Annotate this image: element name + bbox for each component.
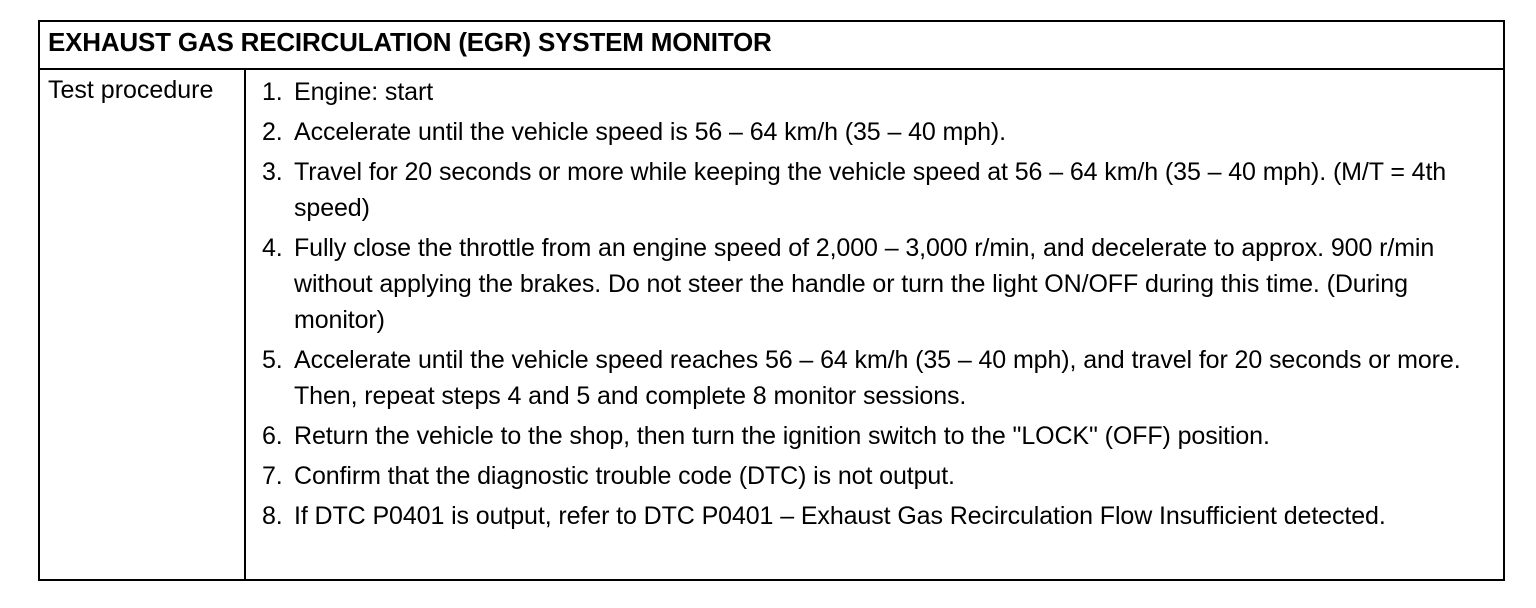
procedure-step-2 <box>262 114 1497 150</box>
step-number: 7. <box>262 462 283 490</box>
step-text: Return the vehicle to the shop, then turn the ignition switch to the "LOCK" (OFF) position. <box>294 422 1270 450</box>
table-title: EXHAUST GAS RECIRCULATION (EGR) SYSTEM MONITOR <box>48 27 772 57</box>
step-number: 2. <box>262 118 283 146</box>
step-text: Accelerate until the vehicle speed is 56 – 64 km/h (35 – 40 mph). <box>294 118 1006 146</box>
procedure-step-8 <box>262 498 1497 534</box>
step-text: Engine: start <box>294 78 434 106</box>
table-title-row <box>40 22 1503 70</box>
step-text: Fully close the throttle from an engine speed of 2,000 – 3,000 r/min, and decelerate to approx. 900 r/min without applying the brakes. Do not steer the handle or turn the light ON/OFF during this time. (During monitor) <box>294 234 1435 334</box>
label-cell <box>40 70 246 579</box>
step-number: 8. <box>262 502 283 530</box>
procedure-step-5 <box>262 342 1497 414</box>
step-number: 1. <box>262 78 283 106</box>
step-text: Accelerate until the vehicle speed reaches 56 – 64 km/h (35 – 40 mph), and travel for 20 seconds or more. Then, repeat steps 4 and 5 and complete 8 monitor sessions. <box>294 346 1461 410</box>
procedure-step-6 <box>262 418 1497 454</box>
egr-monitor-table <box>38 20 1505 581</box>
procedure-steps-list <box>262 74 1497 538</box>
procedure-step-4 <box>262 230 1497 338</box>
step-text: Travel for 20 seconds or more while keeping the vehicle speed at 56 – 64 km/h (35 – 40 mph). (M/T = 4th speed) <box>294 158 1447 222</box>
procedure-step-7 <box>262 458 1497 494</box>
step-number: 3. <box>262 158 283 186</box>
step-number: 4. <box>262 234 283 262</box>
procedure-step-3 <box>262 154 1497 226</box>
step-text: Confirm that the diagnostic trouble code (DTC) is not output. <box>294 462 955 490</box>
procedure-step-1 <box>262 74 1497 110</box>
step-text: If DTC P0401 is output, refer to DTC P0401 – Exhaust Gas Recirculation Flow Insufficient detected. <box>294 502 1386 530</box>
step-number: 5. <box>262 346 283 374</box>
test-procedure-label: Test procedure <box>48 76 214 104</box>
step-number: 6. <box>262 422 283 450</box>
